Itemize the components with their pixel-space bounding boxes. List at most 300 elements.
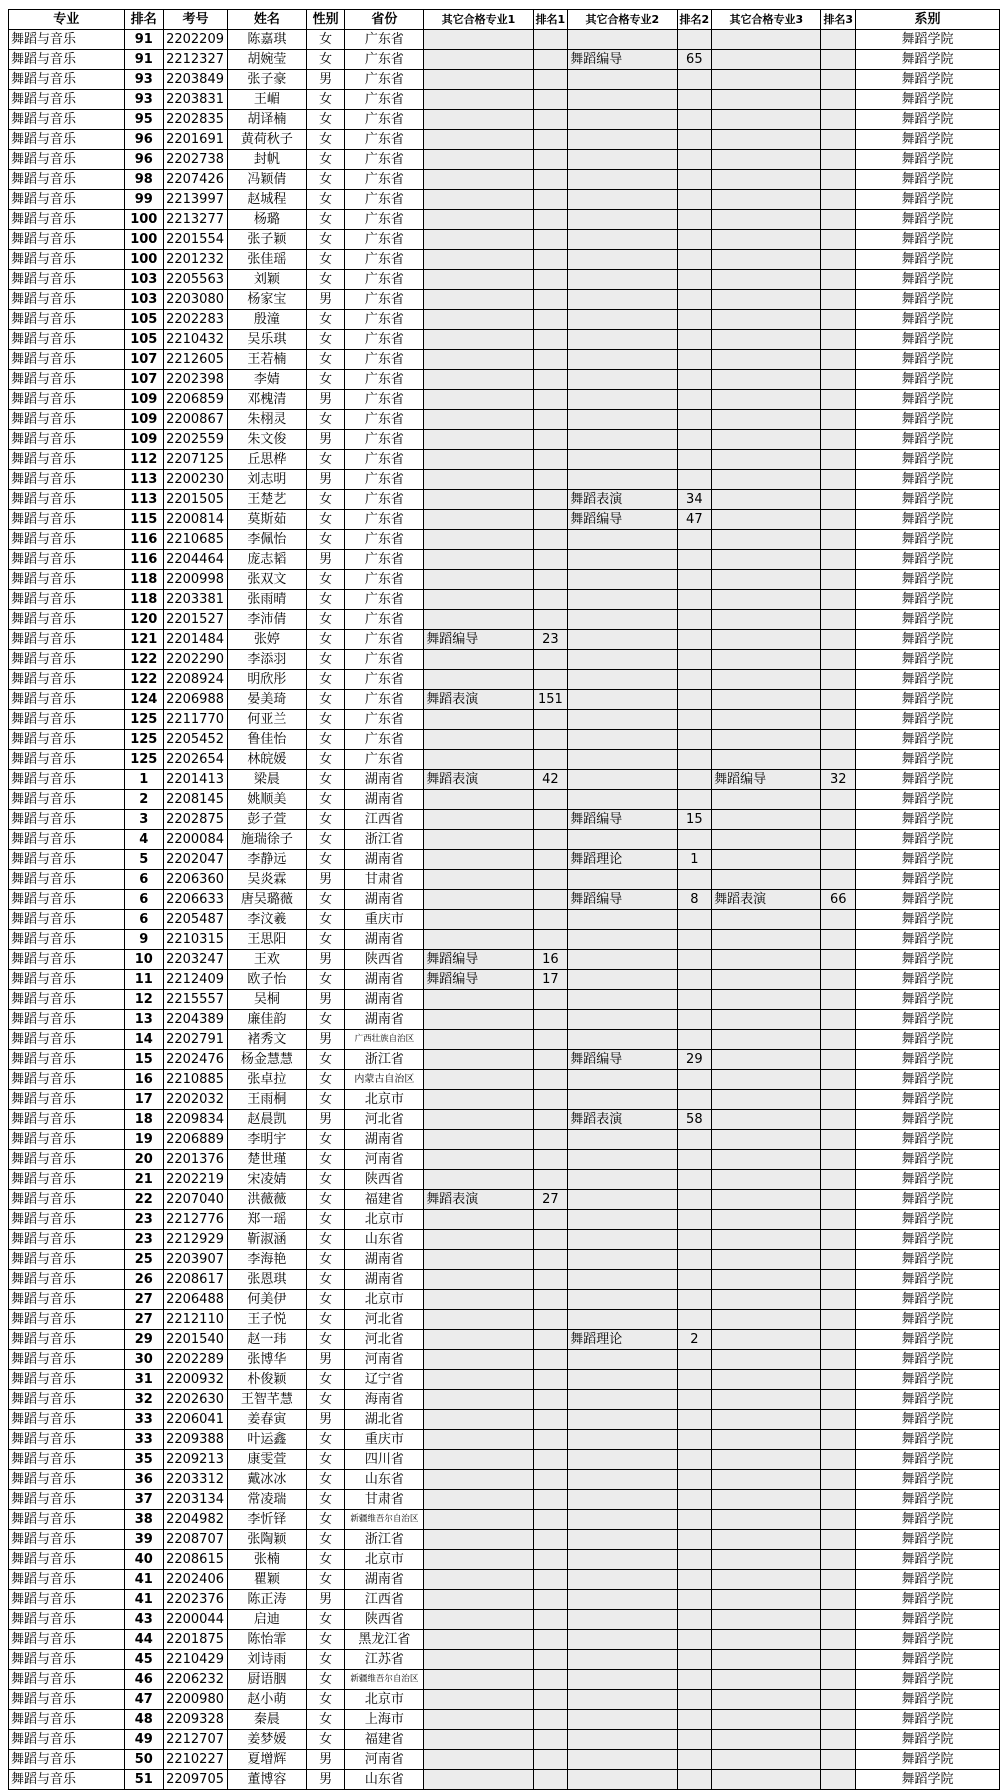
cell-province: 广东省 xyxy=(345,50,424,70)
cell-name: 李海艳 xyxy=(227,1250,306,1270)
cell-department: 舞蹈学院 xyxy=(856,470,1000,490)
cell-rank-1 xyxy=(533,470,568,490)
cell-other-major-1 xyxy=(424,890,533,910)
cell-rank-3 xyxy=(821,1450,856,1470)
cell-province: 广东省 xyxy=(345,230,424,250)
cell-rank: 112 xyxy=(124,450,164,470)
cell-exam-no: 2213277 xyxy=(164,210,228,230)
cell-name: 楚世瑾 xyxy=(227,1150,306,1170)
cell-other-major-3 xyxy=(712,290,821,310)
cell-other-major-1 xyxy=(424,450,533,470)
cell-exam-no: 2201484 xyxy=(164,630,228,650)
cell-major: 舞蹈与音乐 xyxy=(9,470,125,490)
cell-major: 舞蹈与音乐 xyxy=(9,1310,125,1330)
cell-gender: 女 xyxy=(306,1070,345,1090)
cell-rank-3 xyxy=(821,370,856,390)
cell-gender: 男 xyxy=(306,390,345,410)
cell-other-major-2 xyxy=(568,1650,677,1670)
cell-major: 舞蹈与音乐 xyxy=(9,1610,125,1630)
cell-province: 新疆维吾尔自治区 xyxy=(345,1510,424,1530)
cell-rank-1 xyxy=(533,850,568,870)
table-row xyxy=(9,170,1000,190)
cell-name: 李忻铎 xyxy=(227,1510,306,1530)
table-row xyxy=(9,1410,1000,1430)
cell-name: 张雨晴 xyxy=(227,590,306,610)
cell-rank-2 xyxy=(677,130,712,150)
cell-other-major-1 xyxy=(424,1070,533,1090)
cell-department: 舞蹈学院 xyxy=(856,1130,1000,1150)
cell-other-major-1 xyxy=(424,490,533,510)
cell-other-major-3 xyxy=(712,250,821,270)
cell-rank-2 xyxy=(677,450,712,470)
cell-other-major-3 xyxy=(712,1510,821,1530)
cell-other-major-1 xyxy=(424,1630,533,1650)
cell-other-major-3 xyxy=(712,170,821,190)
cell-department: 舞蹈学院 xyxy=(856,1290,1000,1310)
cell-exam-no: 2211770 xyxy=(164,710,228,730)
cell-major: 舞蹈与音乐 xyxy=(9,1770,125,1790)
cell-gender: 女 xyxy=(306,930,345,950)
cell-rank-3 xyxy=(821,1070,856,1090)
cell-rank-2 xyxy=(677,1290,712,1310)
cell-rank-1 xyxy=(533,1730,568,1750)
cell-rank-2 xyxy=(677,310,712,330)
cell-rank-1 xyxy=(533,530,568,550)
cell-province: 河北省 xyxy=(345,1110,424,1130)
cell-other-major-3 xyxy=(712,670,821,690)
table-row xyxy=(9,1310,1000,1330)
cell-name: 洪薇薇 xyxy=(227,1190,306,1210)
cell-rank-3 xyxy=(821,870,856,890)
cell-department: 舞蹈学院 xyxy=(856,390,1000,410)
cell-province: 广东省 xyxy=(345,30,424,50)
cell-rank: 31 xyxy=(124,1370,164,1390)
cell-gender: 女 xyxy=(306,30,345,50)
cell-rank-3 xyxy=(821,630,856,650)
cell-exam-no: 2201527 xyxy=(164,610,228,630)
cell-rank-3 xyxy=(821,1190,856,1210)
cell-name: 王嵋 xyxy=(227,90,306,110)
table-row xyxy=(9,1530,1000,1550)
cell-other-major-3 xyxy=(712,630,821,650)
cell-gender: 女 xyxy=(306,1730,345,1750)
cell-rank: 19 xyxy=(124,1130,164,1150)
cell-gender: 女 xyxy=(306,810,345,830)
cell-rank-3 xyxy=(821,50,856,70)
cell-rank: 30 xyxy=(124,1350,164,1370)
header-rank-1: 排名1 xyxy=(533,10,568,30)
cell-province: 湖南省 xyxy=(345,850,424,870)
cell-other-major-1 xyxy=(424,1350,533,1370)
cell-exam-no: 2208924 xyxy=(164,670,228,690)
cell-major: 舞蹈与音乐 xyxy=(9,1530,125,1550)
table-row xyxy=(9,590,1000,610)
cell-other-major-1 xyxy=(424,550,533,570)
cell-exam-no: 2207426 xyxy=(164,170,228,190)
cell-exam-no: 2205563 xyxy=(164,270,228,290)
cell-other-major-1 xyxy=(424,210,533,230)
cell-rank: 5 xyxy=(124,850,164,870)
cell-gender: 男 xyxy=(306,290,345,310)
cell-province: 广东省 xyxy=(345,610,424,630)
cell-major: 舞蹈与音乐 xyxy=(9,730,125,750)
cell-rank-3 xyxy=(821,1770,856,1790)
cell-major: 舞蹈与音乐 xyxy=(9,350,125,370)
cell-rank-1 xyxy=(533,490,568,510)
cell-other-major-3 xyxy=(712,110,821,130)
table-row xyxy=(9,230,1000,250)
cell-other-major-3 xyxy=(712,1210,821,1230)
cell-department: 舞蹈学院 xyxy=(856,450,1000,470)
cell-major: 舞蹈与音乐 xyxy=(9,930,125,950)
table-row xyxy=(9,1630,1000,1650)
cell-province: 陕西省 xyxy=(345,1610,424,1630)
cell-other-major-1 xyxy=(424,350,533,370)
cell-other-major-2 xyxy=(568,1170,677,1190)
cell-exam-no: 2209388 xyxy=(164,1430,228,1450)
cell-rank-1 xyxy=(533,1150,568,1170)
cell-name: 欧子怡 xyxy=(227,970,306,990)
cell-name: 刘志明 xyxy=(227,470,306,490)
cell-name: 梁晨 xyxy=(227,770,306,790)
cell-rank-2 xyxy=(677,230,712,250)
cell-province: 山东省 xyxy=(345,1770,424,1790)
cell-province: 浙江省 xyxy=(345,1530,424,1550)
cell-other-major-3 xyxy=(712,530,821,550)
cell-gender: 女 xyxy=(306,850,345,870)
cell-other-major-2 xyxy=(568,1250,677,1270)
cell-gender: 女 xyxy=(306,730,345,750)
cell-rank: 109 xyxy=(124,430,164,450)
cell-exam-no: 2201691 xyxy=(164,130,228,150)
cell-major: 舞蹈与音乐 xyxy=(9,390,125,410)
cell-province: 广东省 xyxy=(345,450,424,470)
cell-province: 广东省 xyxy=(345,110,424,130)
cell-other-major-1 xyxy=(424,330,533,350)
cell-rank-3 xyxy=(821,550,856,570)
cell-rank: 13 xyxy=(124,1010,164,1030)
cell-major: 舞蹈与音乐 xyxy=(9,1130,125,1150)
cell-gender: 女 xyxy=(306,1450,345,1470)
cell-other-major-3 xyxy=(712,1110,821,1130)
cell-department: 舞蹈学院 xyxy=(856,1230,1000,1250)
cell-rank: 41 xyxy=(124,1590,164,1610)
cell-gender: 女 xyxy=(306,1390,345,1410)
cell-gender: 女 xyxy=(306,530,345,550)
cell-exam-no: 2200980 xyxy=(164,1690,228,1710)
cell-name: 黄荷秋子 xyxy=(227,130,306,150)
table-row xyxy=(9,270,1000,290)
cell-rank: 93 xyxy=(124,90,164,110)
cell-other-major-2 xyxy=(568,610,677,630)
cell-other-major-1 xyxy=(424,1310,533,1330)
cell-province: 上海市 xyxy=(345,1710,424,1730)
cell-name: 刘诗雨 xyxy=(227,1650,306,1670)
cell-other-major-2 xyxy=(568,270,677,290)
cell-rank-3 xyxy=(821,30,856,50)
cell-major: 舞蹈与音乐 xyxy=(9,530,125,550)
table-row xyxy=(9,1050,1000,1070)
cell-rank: 93 xyxy=(124,70,164,90)
table-row xyxy=(9,730,1000,750)
cell-rank: 125 xyxy=(124,710,164,730)
cell-gender: 女 xyxy=(306,1190,345,1210)
cell-department: 舞蹈学院 xyxy=(856,1770,1000,1790)
cell-rank-2 xyxy=(677,70,712,90)
cell-major: 舞蹈与音乐 xyxy=(9,1230,125,1250)
cell-major: 舞蹈与音乐 xyxy=(9,1330,125,1350)
cell-other-major-2 xyxy=(568,950,677,970)
cell-rank: 27 xyxy=(124,1310,164,1330)
cell-rank-1 xyxy=(533,130,568,150)
table-row xyxy=(9,150,1000,170)
cell-other-major-1 xyxy=(424,730,533,750)
cell-rank: 113 xyxy=(124,470,164,490)
cell-other-major-3 xyxy=(712,410,821,430)
table-row xyxy=(9,110,1000,130)
cell-other-major-3 xyxy=(712,810,821,830)
cell-name: 朴俊颖 xyxy=(227,1370,306,1390)
table-row xyxy=(9,350,1000,370)
cell-other-major-3 xyxy=(712,310,821,330)
cell-exam-no: 2201232 xyxy=(164,250,228,270)
cell-name: 赵一玮 xyxy=(227,1330,306,1350)
cell-other-major-3 xyxy=(712,30,821,50)
cell-province: 湖南省 xyxy=(345,1250,424,1270)
cell-rank-1 xyxy=(533,210,568,230)
cell-rank-1 xyxy=(533,830,568,850)
cell-major: 舞蹈与音乐 xyxy=(9,170,125,190)
cell-major: 舞蹈与音乐 xyxy=(9,790,125,810)
cell-other-major-2 xyxy=(568,1690,677,1710)
cell-major: 舞蹈与音乐 xyxy=(9,1510,125,1530)
cell-name: 瞿颖 xyxy=(227,1570,306,1590)
cell-other-major-3 xyxy=(712,510,821,530)
cell-major: 舞蹈与音乐 xyxy=(9,1350,125,1370)
cell-rank: 113 xyxy=(124,490,164,510)
cell-other-major-1 xyxy=(424,530,533,550)
cell-province: 广东省 xyxy=(345,150,424,170)
cell-rank-1 xyxy=(533,1550,568,1570)
cell-department: 舞蹈学院 xyxy=(856,310,1000,330)
cell-rank-3 xyxy=(821,730,856,750)
cell-exam-no: 2202406 xyxy=(164,1570,228,1590)
cell-rank: 35 xyxy=(124,1450,164,1470)
cell-rank-1 xyxy=(533,1370,568,1390)
cell-province: 新疆维吾尔自治区 xyxy=(345,1670,424,1690)
cell-rank: 105 xyxy=(124,310,164,330)
cell-major: 舞蹈与音乐 xyxy=(9,90,125,110)
cell-province: 黑龙江省 xyxy=(345,1630,424,1650)
cell-rank-2 xyxy=(677,1490,712,1510)
cell-other-major-2: 舞蹈编导 xyxy=(568,890,677,910)
cell-gender: 女 xyxy=(306,1710,345,1730)
cell-gender: 男 xyxy=(306,470,345,490)
cell-rank-1 xyxy=(533,1430,568,1450)
cell-other-major-3 xyxy=(712,750,821,770)
cell-other-major-2 xyxy=(568,1310,677,1330)
cell-other-major-1 xyxy=(424,1550,533,1570)
cell-rank-3 xyxy=(821,830,856,850)
table-row xyxy=(9,450,1000,470)
cell-rank-1 xyxy=(533,430,568,450)
cell-exam-no: 2212929 xyxy=(164,1230,228,1250)
cell-province: 四川省 xyxy=(345,1450,424,1470)
cell-gender: 女 xyxy=(306,670,345,690)
table-row xyxy=(9,1330,1000,1350)
cell-major: 舞蹈与音乐 xyxy=(9,1650,125,1670)
cell-rank-3 xyxy=(821,1030,856,1050)
cell-province: 山东省 xyxy=(345,1470,424,1490)
cell-rank-1 xyxy=(533,1070,568,1090)
cell-gender: 女 xyxy=(306,1090,345,1110)
cell-major: 舞蹈与音乐 xyxy=(9,1270,125,1290)
cell-name: 李佩怡 xyxy=(227,530,306,550)
table-row xyxy=(9,1010,1000,1030)
cell-department: 舞蹈学院 xyxy=(856,850,1000,870)
cell-exam-no: 2203080 xyxy=(164,290,228,310)
table-row xyxy=(9,1170,1000,1190)
cell-rank-3 xyxy=(821,1370,856,1390)
cell-rank: 9 xyxy=(124,930,164,950)
cell-name: 晏美琦 xyxy=(227,690,306,710)
cell-other-major-2 xyxy=(568,230,677,250)
cell-major: 舞蹈与音乐 xyxy=(9,1370,125,1390)
cell-name: 邓槐清 xyxy=(227,390,306,410)
cell-gender: 女 xyxy=(306,270,345,290)
cell-exam-no: 2201505 xyxy=(164,490,228,510)
cell-rank-2 xyxy=(677,1250,712,1270)
cell-province: 广东省 xyxy=(345,710,424,730)
cell-name: 戴冰冰 xyxy=(227,1470,306,1490)
cell-rank-3 xyxy=(821,1750,856,1770)
cell-other-major-2 xyxy=(568,530,677,550)
cell-other-major-2 xyxy=(568,1190,677,1210)
cell-exam-no: 2215557 xyxy=(164,990,228,1010)
cell-department: 舞蹈学院 xyxy=(856,1030,1000,1050)
cell-other-major-3 xyxy=(712,90,821,110)
cell-rank-2 xyxy=(677,710,712,730)
cell-rank-3 xyxy=(821,490,856,510)
cell-other-major-1 xyxy=(424,250,533,270)
cell-gender: 男 xyxy=(306,870,345,890)
cell-department: 舞蹈学院 xyxy=(856,110,1000,130)
table-row xyxy=(9,1270,1000,1290)
cell-other-major-2 xyxy=(568,190,677,210)
cell-gender: 男 xyxy=(306,1770,345,1790)
cell-other-major-2 xyxy=(568,1750,677,1770)
cell-name: 李静远 xyxy=(227,850,306,870)
cell-other-major-2 xyxy=(568,1430,677,1450)
cell-major: 舞蹈与音乐 xyxy=(9,550,125,570)
cell-rank-3 xyxy=(821,430,856,450)
cell-name: 林皖媛 xyxy=(227,750,306,770)
cell-province: 福建省 xyxy=(345,1190,424,1210)
cell-other-major-3 xyxy=(712,1650,821,1670)
cell-name: 陈怡霏 xyxy=(227,1630,306,1650)
cell-major: 舞蹈与音乐 xyxy=(9,1550,125,1570)
cell-rank-1 xyxy=(533,1010,568,1030)
cell-department: 舞蹈学院 xyxy=(856,950,1000,970)
cell-department: 舞蹈学院 xyxy=(856,1370,1000,1390)
cell-other-major-1 xyxy=(424,1510,533,1530)
cell-other-major-1 xyxy=(424,270,533,290)
cell-province: 河北省 xyxy=(345,1310,424,1330)
cell-gender: 女 xyxy=(306,1490,345,1510)
cell-rank: 12 xyxy=(124,990,164,1010)
cell-department: 舞蹈学院 xyxy=(856,170,1000,190)
cell-name: 赵小萌 xyxy=(227,1690,306,1710)
cell-other-major-3 xyxy=(712,370,821,390)
cell-other-major-1 xyxy=(424,1150,533,1170)
cell-other-major-2 xyxy=(568,750,677,770)
cell-other-major-3 xyxy=(712,330,821,350)
cell-name: 王雨桐 xyxy=(227,1090,306,1110)
cell-gender: 男 xyxy=(306,1350,345,1370)
cell-other-major-3 xyxy=(712,1250,821,1270)
cell-rank: 99 xyxy=(124,190,164,210)
cell-department: 舞蹈学院 xyxy=(856,1310,1000,1330)
table-row xyxy=(9,410,1000,430)
cell-rank-2 xyxy=(677,830,712,850)
cell-rank-2 xyxy=(677,690,712,710)
table-body xyxy=(9,30,1000,1790)
cell-major: 舞蹈与音乐 xyxy=(9,1470,125,1490)
cell-rank-2 xyxy=(677,1650,712,1670)
cell-exam-no: 2204982 xyxy=(164,1510,228,1530)
header-province: 省份 xyxy=(345,10,424,30)
cell-major: 舞蹈与音乐 xyxy=(9,910,125,930)
cell-department: 舞蹈学院 xyxy=(856,570,1000,590)
cell-name: 康雯萱 xyxy=(227,1450,306,1470)
cell-other-major-1 xyxy=(424,190,533,210)
cell-rank-1 xyxy=(533,510,568,530)
table-row xyxy=(9,70,1000,90)
cell-major: 舞蹈与音乐 xyxy=(9,50,125,70)
cell-department: 舞蹈学院 xyxy=(856,90,1000,110)
cell-major: 舞蹈与音乐 xyxy=(9,650,125,670)
cell-gender: 女 xyxy=(306,690,345,710)
cell-rank: 38 xyxy=(124,1510,164,1530)
cell-department: 舞蹈学院 xyxy=(856,1170,1000,1190)
cell-department: 舞蹈学院 xyxy=(856,1010,1000,1030)
cell-province: 甘肃省 xyxy=(345,870,424,890)
cell-other-major-2 xyxy=(568,1150,677,1170)
cell-rank-1 xyxy=(533,1470,568,1490)
cell-rank-1 xyxy=(533,410,568,430)
cell-province: 广西壮族自治区 xyxy=(345,1030,424,1050)
cell-rank-2 xyxy=(677,1510,712,1530)
cell-other-major-3 xyxy=(712,1170,821,1190)
cell-name: 胡译楠 xyxy=(227,110,306,130)
cell-province: 北京市 xyxy=(345,1690,424,1710)
cell-major: 舞蹈与音乐 xyxy=(9,230,125,250)
cell-exam-no: 2202047 xyxy=(164,850,228,870)
cell-gender: 女 xyxy=(306,1170,345,1190)
cell-rank-1 xyxy=(533,910,568,930)
cell-other-major-1 xyxy=(424,830,533,850)
cell-gender: 女 xyxy=(306,1470,345,1490)
cell-rank-3 xyxy=(821,1390,856,1410)
cell-name: 姜梦媛 xyxy=(227,1730,306,1750)
cell-exam-no: 2207040 xyxy=(164,1190,228,1210)
cell-province: 广东省 xyxy=(345,630,424,650)
cell-rank-2 xyxy=(677,290,712,310)
cell-exam-no: 2210432 xyxy=(164,330,228,350)
cell-other-major-3 xyxy=(712,1430,821,1450)
table-row xyxy=(9,310,1000,330)
cell-major: 舞蹈与音乐 xyxy=(9,1570,125,1590)
